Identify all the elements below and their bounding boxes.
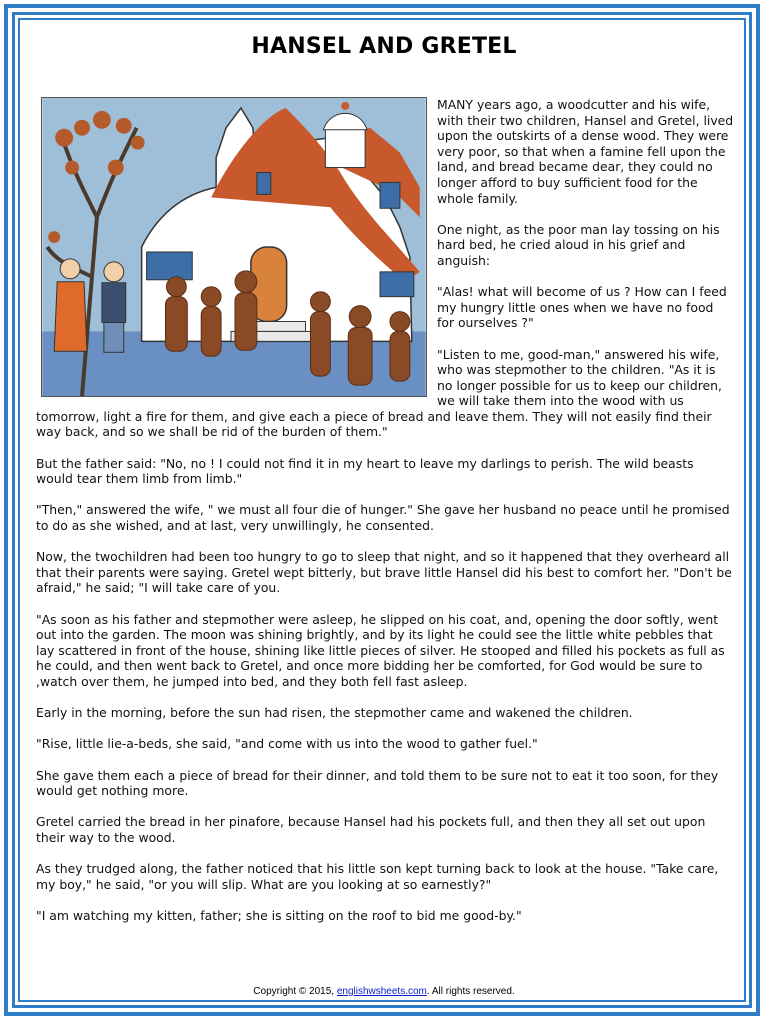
- story-paragraph: MANY years ago, a woodcutter and his wife, with their two children, Hansel and Gretel, lived upon the outskirts of a dense wood. They were very poor, so that when a famine fell upon the land, and bread became dear, they could no longer afford to buy sufficient food for the whole family.: [437, 97, 734, 206]
- story-content: [36, 97, 734, 939]
- copyright-footer: [0, 986, 768, 997]
- story-paragraph: "Alas! what will become of us ? How can I feed my hungry little ones when we have no food for ourselves ?": [437, 284, 727, 331]
- story-paragraph: She gave them each a piece of bread for their dinner, and told them to be sure not to eat it too soon, for they would get nothing more.: [36, 767, 719, 799]
- story-paragraph: Gretel carried the bread in her pinafore, because Hansel had his pockets full, and then they all set out upon their way to the wood.: [36, 814, 706, 845]
- story-paragraph: But the father said: "No, no ! I could not find it in my heart to leave my darlings to perish. The wild beasts would tear them limb from limb.": [36, 455, 694, 487]
- story-paragraph: As they trudged along, the father noticed that his little son kept turning back to look at the house. "Take care, my boy," he said, "or you will slip. What are you looking at so earnestly?": [36, 861, 719, 892]
- page-title: HANSEL AND GRETEL: [251, 34, 517, 59]
- story-paragraph: One night, as the poor man lay tossing on his hard bed, he cried aloud in his grief and anguish:: [437, 221, 720, 268]
- story-paragraph: "I am watching my kitten, father; she is sitting on the roof to bid me good-by.": [36, 907, 522, 923]
- copyright-text: Copyright © 2015,: [253, 986, 335, 997]
- illustration-svg: [42, 98, 426, 396]
- rights-text: . All rights reserved.: [426, 986, 515, 997]
- story-paragraph: Now, the twochildren had been too hungry to go to sleep that night, and so it happened that they overheard all that their parents were saying. Gretel wept bitterly, but brave little Hansel did his best to comfort her. "Don't be afraid," he said; "I will take care of you.: [36, 549, 732, 596]
- story-paragraph: "As soon as his father and stepmother were asleep, he slipped on his coat, and, opening the door softly, went out into the garden. The moon was shining brightly, and by its light he could see the little white pebbles that lay scattered in front of the house, shining like little pieces of silver. He stooped and filled his pockets as full as he could, and then went back to Gretel, and once more bidding her be comforted, for God would be sure to ,watch over them, he jumped into bed, and they both fell fast asleep.: [36, 611, 725, 689]
- story-paragraph: Early in the morning, before the sun had risen, the stepmother came and wakened the children.: [36, 705, 633, 721]
- hansel-gretel-house-illustration: [41, 97, 427, 397]
- story-paragraph: "Rise, little lie-a-beds, she said, "and come with us into the wood to gather fuel.": [36, 736, 538, 752]
- story-paragraph: "Listen to me, good-man," answered his wife, who was stepmother to the children. "As it is no longer possible for us to keep our children, we will take them into the wood with us tomorrow, light a fire for them, and give each a piece of bread and leave them. They will not easily find their way back, and so we shall be rid of the burden of them.": [36, 346, 722, 440]
- website-link[interactable]: englishwsheets.com: [336, 986, 427, 997]
- story-paragraph: "Then," answered the wife, " we must all four die of hunger." She gave her husband no peace until he promised to do as she wished, and at last, very unwillingly, he consented.: [36, 502, 730, 534]
